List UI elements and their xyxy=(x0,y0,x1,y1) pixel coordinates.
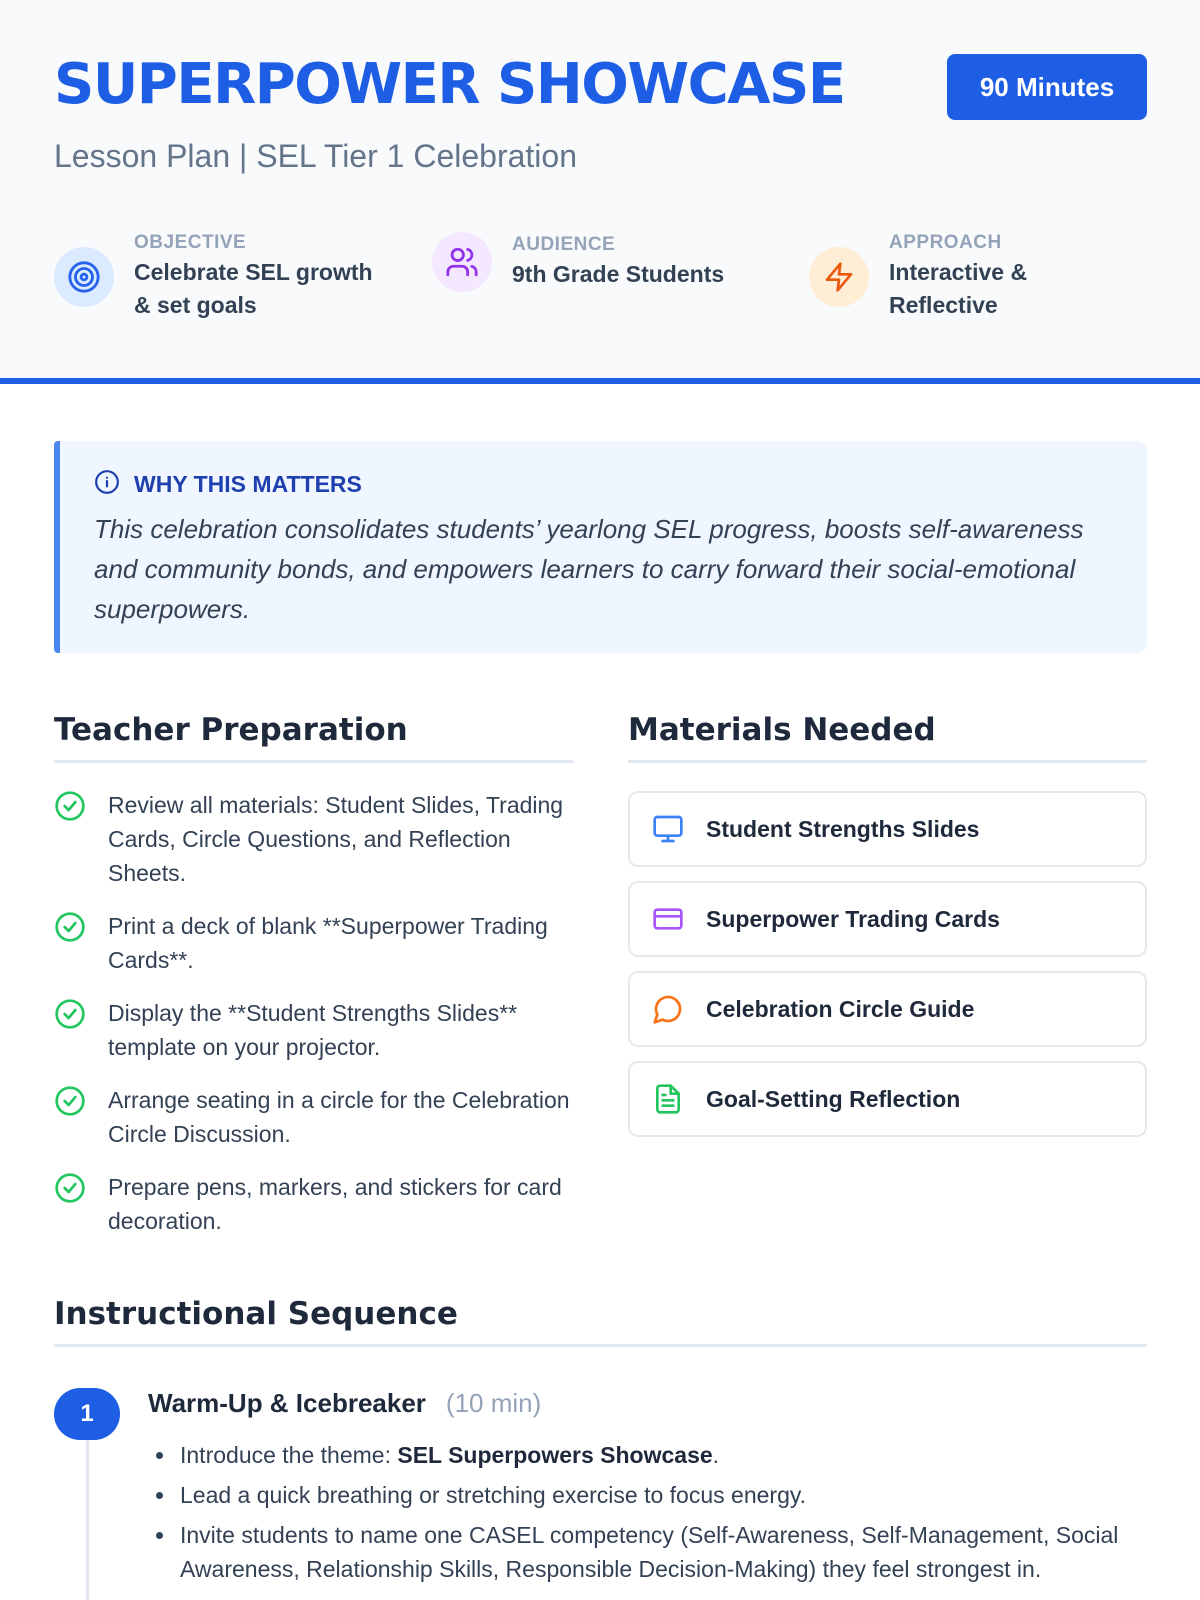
material-card[interactable] xyxy=(628,791,1147,867)
prep-item-text: Prepare pens, markers, and stickers for card decoration. xyxy=(108,1174,562,1234)
material-label: Celebration Circle Guide xyxy=(706,995,975,1022)
meta-value: Interactive & Reflective xyxy=(889,259,1028,318)
card-icon xyxy=(652,903,684,935)
material-label: Goal-Setting Reflection xyxy=(706,1085,961,1112)
teacher-prep-list xyxy=(54,788,574,1257)
page-title: SUPERPOWER SHOWCASE xyxy=(54,52,845,117)
check-circle-icon xyxy=(54,1085,86,1117)
document-icon xyxy=(652,1083,684,1115)
list-item xyxy=(54,1170,574,1238)
meta-approach xyxy=(809,232,1079,322)
lesson-header xyxy=(0,0,1200,384)
meta-value: Celebrate SEL growth & set goals xyxy=(134,259,373,318)
meta-label: AUDIENCE xyxy=(512,233,616,255)
material-card[interactable] xyxy=(628,881,1147,957)
chat-bubble-icon xyxy=(652,993,684,1025)
teacher-prep-title: Teacher Preparation xyxy=(54,712,408,748)
callout-heading: WHY THIS MATTERS xyxy=(134,471,362,497)
check-circle-icon xyxy=(54,790,86,822)
step-title: Warm-Up & Icebreaker xyxy=(148,1388,426,1418)
page-subtitle: Lesson Plan | SEL Tier 1 Celebration xyxy=(54,138,577,174)
duration-badge: 90 Minutes xyxy=(947,54,1147,120)
list-item xyxy=(54,996,574,1064)
prep-item-text: Print a deck of blank **Superpower Trading Cards**. xyxy=(108,913,548,973)
section-divider xyxy=(628,760,1147,763)
list-item xyxy=(54,1083,574,1151)
lightning-icon xyxy=(809,247,869,307)
why-this-matters-callout xyxy=(54,441,1147,653)
list-item: Introduce the theme: SEL Superpowers Showcase. xyxy=(156,1438,1156,1472)
step-bullets xyxy=(156,1438,1156,1592)
meta-value: 9th Grade Students xyxy=(512,260,725,287)
prep-item-text: Arrange seating in a circle for the Celebration Circle Discussion. xyxy=(108,1087,570,1147)
step-duration: (10 min) xyxy=(445,1388,542,1418)
prep-item-text: Display the **Student Strengths Slides** template on your projector. xyxy=(108,1000,518,1060)
info-icon xyxy=(94,469,120,500)
monitor-icon xyxy=(652,813,684,845)
check-circle-icon xyxy=(54,911,86,943)
materials-title: Materials Needed xyxy=(628,712,936,748)
users-icon xyxy=(432,232,492,292)
step-number-badge: 1 xyxy=(54,1388,120,1440)
meta-objective xyxy=(54,232,394,322)
meta-audience xyxy=(432,232,724,292)
material-card[interactable] xyxy=(628,971,1147,1047)
callout-body: This celebration consolidates students’ yearlong SEL progress, boosts self-awareness and community bonds, and empowers learners to carry forward their social-emotional superpowers. xyxy=(94,514,1084,624)
meta-label: APPROACH xyxy=(889,232,1002,253)
list-item: Invite students to name one CASEL competency (Self-Awareness, Self-Management, Social Awareness, Relationship Skills, Responsible Decision-Making) they feel strongest in. xyxy=(156,1518,1156,1586)
section-divider xyxy=(54,760,574,763)
list-item xyxy=(54,909,574,977)
timeline-line xyxy=(86,1438,89,1600)
list-item: Lead a quick breathing or stretching exercise to focus energy. xyxy=(156,1478,1156,1512)
section-divider xyxy=(54,1344,1147,1347)
meta-label: OBJECTIVE xyxy=(134,232,247,253)
material-label: Superpower Trading Cards xyxy=(706,905,1000,932)
check-circle-icon xyxy=(54,998,86,1030)
target-icon xyxy=(54,247,114,307)
list-item xyxy=(54,788,574,890)
material-card[interactable] xyxy=(628,1061,1147,1137)
prep-item-text: Review all materials: Student Slides, Trading Cards, Circle Questions, and Reflection Sheets. xyxy=(108,792,564,886)
sequence-title: Instructional Sequence xyxy=(54,1296,458,1332)
materials-list xyxy=(628,791,1147,1151)
material-label: Student Strengths Slides xyxy=(706,815,980,842)
step-header xyxy=(148,1388,541,1419)
check-circle-icon xyxy=(54,1172,86,1204)
